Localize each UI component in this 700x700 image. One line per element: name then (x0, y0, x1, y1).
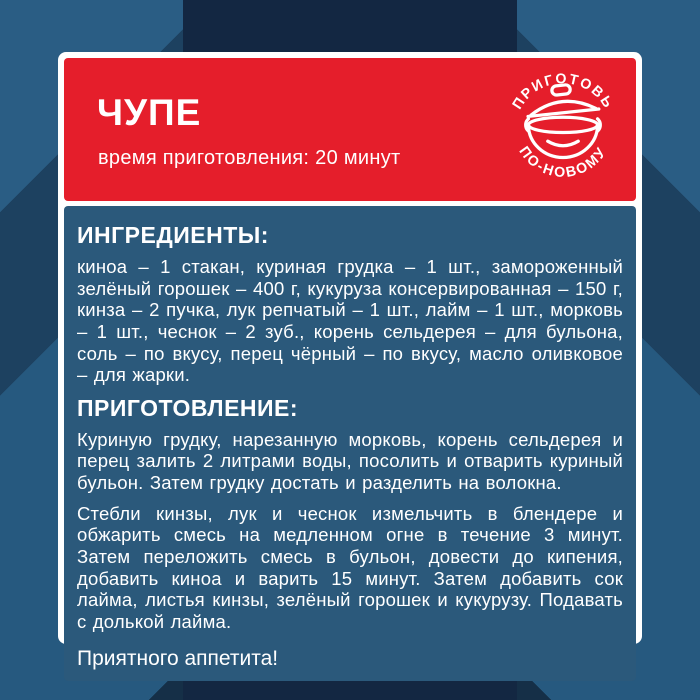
badge-arc-bottom-text: ПО-НОВОМУ (515, 143, 611, 182)
preparation-heading: ПРИГОТОВЛЕНИЕ: (77, 394, 299, 421)
badge-arc-top-text: ПРИГОТОВЬ (509, 71, 617, 113)
recipe-header (64, 58, 636, 201)
bon-appetit-text: Приятного аппетита! (77, 646, 279, 670)
cook-new-badge (502, 68, 624, 190)
recipe-body-panel (64, 206, 636, 681)
cooking-time-label: время приготовления: 20 минут (98, 147, 401, 169)
ingredients-text: киноа – 1 стакан, куриная грудка – 1 шт., замороженный зелёный горошек – 400 г, кукуруза консервированная – 150 г, кинза – 2 пучка, лук репчатый – 1 шт., лайм – 1 шт., морковь – 1 шт., чеснок – 2 зуб., корень сельдерея – для бульона, соль – по вкусу, перец чёрный – по вкусу, масло оливковое – для жарки. (77, 256, 623, 386)
preparation-step-2: Стебли кинзы, лук и чеснок измельчить в блендере и обжарить смесь на медленном огне в течение 3 минут. Затем переложить смесь в бульон, довести до кипения, добавить киноа и варить 15 минут. Затем добавить сок лайма, листья кинзы, зелёный горошек и кукурузу. Подавать с долькой лайма. (77, 502, 623, 632)
preparation-step-1: Куриную грудку, нарезанную морковь, корень сельдерея и перец залить 2 литрами воды, посолить и отварить куриный бульон. Затем грудку достать и разделить на волокна. (77, 428, 623, 494)
recipe-title: ЧУПЕ (97, 92, 202, 133)
ingredients-heading: ИНГРЕДИЕНТЫ: (77, 222, 269, 248)
recipe-card (58, 52, 642, 670)
